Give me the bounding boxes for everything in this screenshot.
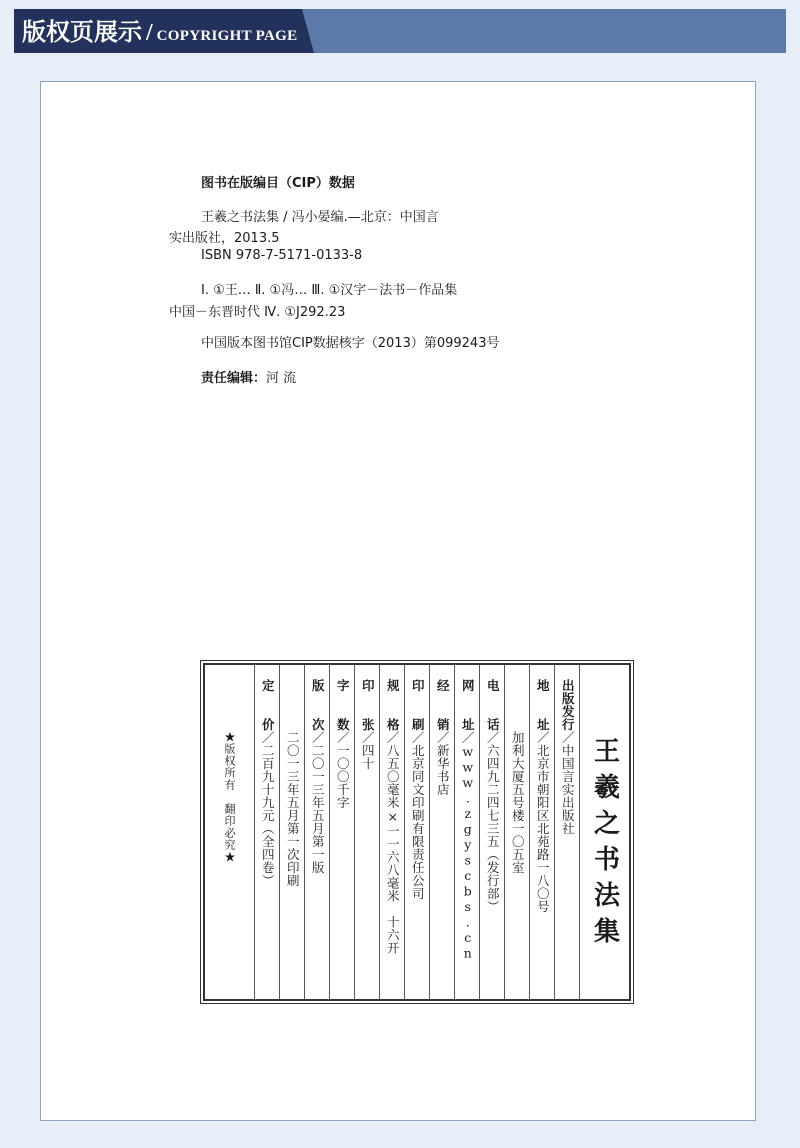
publisher-label: 出版发行 [560, 679, 576, 731]
colophon-col-printing [279, 665, 304, 999]
cip-editor [201, 367, 296, 386]
phone-label: 电 话 [485, 679, 501, 731]
cip-subject-line2: 中国－东晋时代 Ⅳ. ①J292.23 [169, 305, 346, 320]
banner-title [22, 9, 297, 53]
distributor-label: 经 销 [435, 679, 451, 731]
colophon-col-price [254, 665, 279, 999]
edition-entry [311, 679, 324, 874]
cip-number: 中国版本图书馆CIP数据核字（2013）第099243号 [201, 336, 500, 351]
editor-label: 责任编辑： [201, 371, 267, 386]
colophon-inner [203, 663, 631, 1001]
colophon-col-format [379, 665, 404, 999]
address-value: ／北京市朝阳区北苑路一八〇号 [535, 731, 551, 913]
colophon-col-phone [479, 665, 504, 999]
copyright-page [40, 81, 756, 1121]
words-label: 字 数 [335, 679, 351, 731]
colophon-col-distributor [429, 665, 454, 999]
price-label: 定 价 [260, 679, 276, 731]
cip-entry-line1: 王羲之书法集 / 冯小晏编.—北京：中国言 [201, 210, 439, 225]
cip-subject-line1: Ⅰ. ①王… Ⅱ. ①冯… Ⅲ. ①汉字－法书－作品集 [201, 283, 458, 298]
publisher-value: ／中国言实出版社 [560, 731, 576, 835]
colophon-col-words [329, 665, 354, 999]
sheets-label: 印 张 [360, 679, 376, 731]
website-value: ／www.zgyscbs.cn [460, 731, 476, 961]
cip-entry-line2: 实出版社，2013.5 [169, 231, 280, 246]
format-label: 规 格 [385, 679, 401, 731]
printer-value: ／北京同文印刷有限责任公司 [410, 731, 426, 900]
sheets-value: ／四十 [360, 731, 376, 770]
address-label: 地 址 [535, 679, 551, 731]
distributor-entry [436, 679, 449, 796]
publisher-entry [561, 679, 574, 835]
format-entry [386, 679, 399, 955]
banner-title-en: COPYRIGHT PAGE [156, 28, 298, 44]
printer-label: 印 刷 [410, 679, 426, 731]
address-cont: 加利大厦五号楼一〇五室 [510, 731, 526, 874]
price-entry [261, 679, 274, 887]
editor-name: 河 流 [266, 371, 297, 386]
colophon-col-address-cont [504, 665, 529, 999]
header-banner [14, 9, 786, 53]
colophon-col-edition [304, 665, 329, 999]
edition-label: 版 次 [310, 679, 326, 731]
words-entry [336, 679, 349, 809]
colophon-col-publisher [554, 665, 579, 999]
book-title: 王羲之书法集 [589, 737, 620, 953]
sheets-entry [361, 679, 374, 770]
colophon-col-sheets [354, 665, 379, 999]
rights-notice: ★版权所有 翻印必究★ [223, 731, 236, 863]
colophon-col-title [579, 665, 629, 999]
phone-value: ／六四九二四七三五（发行部） [485, 731, 501, 913]
words-value: ／一〇〇千字 [335, 731, 351, 809]
address-entry [536, 679, 549, 913]
website-label: 网 址 [460, 679, 476, 731]
printing-value: 二〇一三年五月第一次印刷 [285, 731, 301, 887]
cip-isbn: ISBN 978-7-5171-0133-8 [201, 248, 363, 263]
website-entry [461, 679, 474, 961]
colophon-box [200, 660, 634, 1004]
price-value: ／二百九十九元（全四卷） [260, 731, 276, 887]
banner-slash: / [146, 20, 153, 46]
printer-entry [411, 679, 424, 900]
colophon-col-rights [205, 665, 254, 999]
cip-heading: 图书在版编目（CIP）数据 [201, 176, 355, 191]
colophon-col-website [454, 665, 479, 999]
colophon-col-printer [404, 665, 429, 999]
distributor-value: ／新华书店 [435, 731, 451, 796]
banner-title-cn: 版权页展示 [22, 18, 142, 46]
phone-entry [486, 679, 499, 913]
colophon-col-address [529, 665, 554, 999]
edition-value: ／二〇一三年五月第一版 [310, 731, 326, 874]
format-value: ／八五〇毫米×一一六八毫米 十六开 [385, 731, 401, 955]
